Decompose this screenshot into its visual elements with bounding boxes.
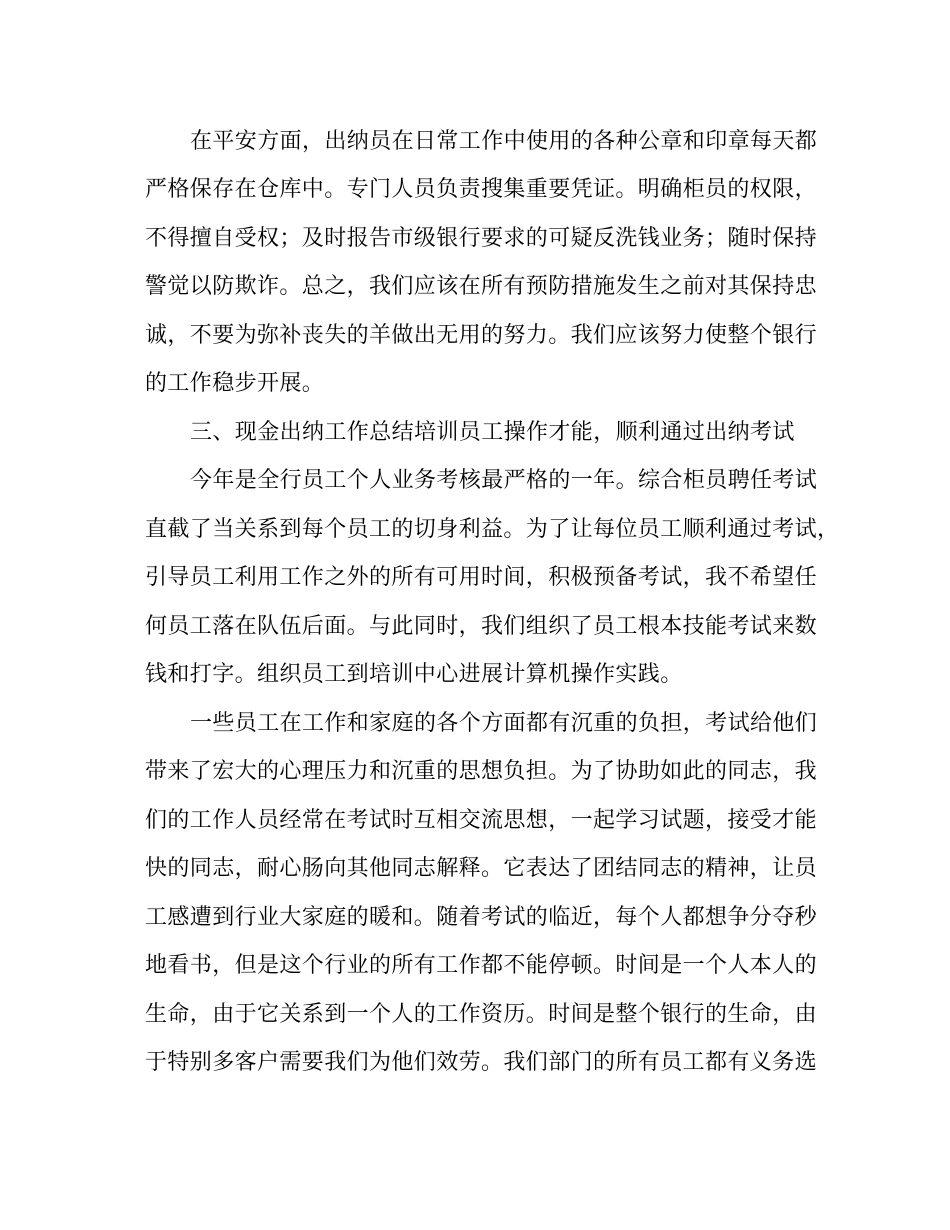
- paragraph-1-line-1: 在平安方面，出纳员在日常工作中使用的各种公章和印章每天都: [190, 129, 818, 154]
- paragraph-3-line-2: 带来了宏大的心理压力和沉重的思想负担。为了协助如此的同志，我: [145, 759, 818, 784]
- paragraph-2-line-4: 何员工落在队伍后面。与此同时，我们组织了员工根本技能考试来数: [145, 614, 818, 639]
- paragraph-1-line-3: 不得擅自受权；及时报告市级银行要求的可疑反洗钱业务；随时保持: [145, 226, 818, 251]
- paragraph-3-line-5: 工感遭到行业大家庭的暖和。随着考试的临近，每个人都想争分夺秒: [145, 905, 818, 930]
- paragraph-3-line-1: 一些员工在工作和家庭的各个方面都有沉重的负担，考试给他们: [190, 711, 818, 736]
- paragraph-2-line-2: 直截了当关系到每个员工的切身利益。为了让每位员工顺利通过考试，: [145, 517, 840, 542]
- section-heading: 三、现金出纳工作总结培训员工操作才能，顺利通过出纳考试: [190, 420, 795, 445]
- paragraph-1-line-5: 诚，不要为弥补丧失的羊做出无用的努力。我们应该努力使整个银行: [145, 323, 818, 348]
- paragraph-2-line-3: 引导员工利用工作之外的所有可用时间，积极预备考试，我不希望任: [145, 565, 818, 590]
- paragraph-1-line-2: 严格保存在仓库中。专门人员负责搜集重要凭证。明确柜员的权限，: [145, 177, 818, 202]
- paragraph-3-line-7: 生命，由于它关系到一个人的工作资历。时间是整个银行的生命，由: [145, 1002, 818, 1027]
- paragraph-2-line-1: 今年是全行员工个人业务考核最严格的一年。综合柜员聘任考试: [190, 468, 818, 493]
- paragraph-3-line-3: 们的工作人员经常在考试时互相交流思想，一起学习试题，接受才能: [145, 808, 818, 833]
- paragraph-1-line-4: 警觉以防欺诈。总之，我们应该在所有预防措施发生之前对其保持忠: [145, 274, 818, 299]
- paragraph-3-line-6: 地看书，但是这个行业的所有工作都不能停顿。时间是一个人本人的: [145, 953, 818, 978]
- paragraph-2-line-5: 钱和打字。组织员工到培训中心进展计算机操作实践。: [145, 662, 683, 687]
- paragraph-3-line-4: 快的同志，耐心肠向其他同志解释。它表达了团结同志的精神，让员: [145, 856, 818, 881]
- paragraph-3-line-8: 于特别多客户需要我们为他们效劳。我们部门的所有员工都有义务选: [145, 1050, 818, 1075]
- paragraph-1-line-6: 的工作稳步开展。: [145, 371, 325, 396]
